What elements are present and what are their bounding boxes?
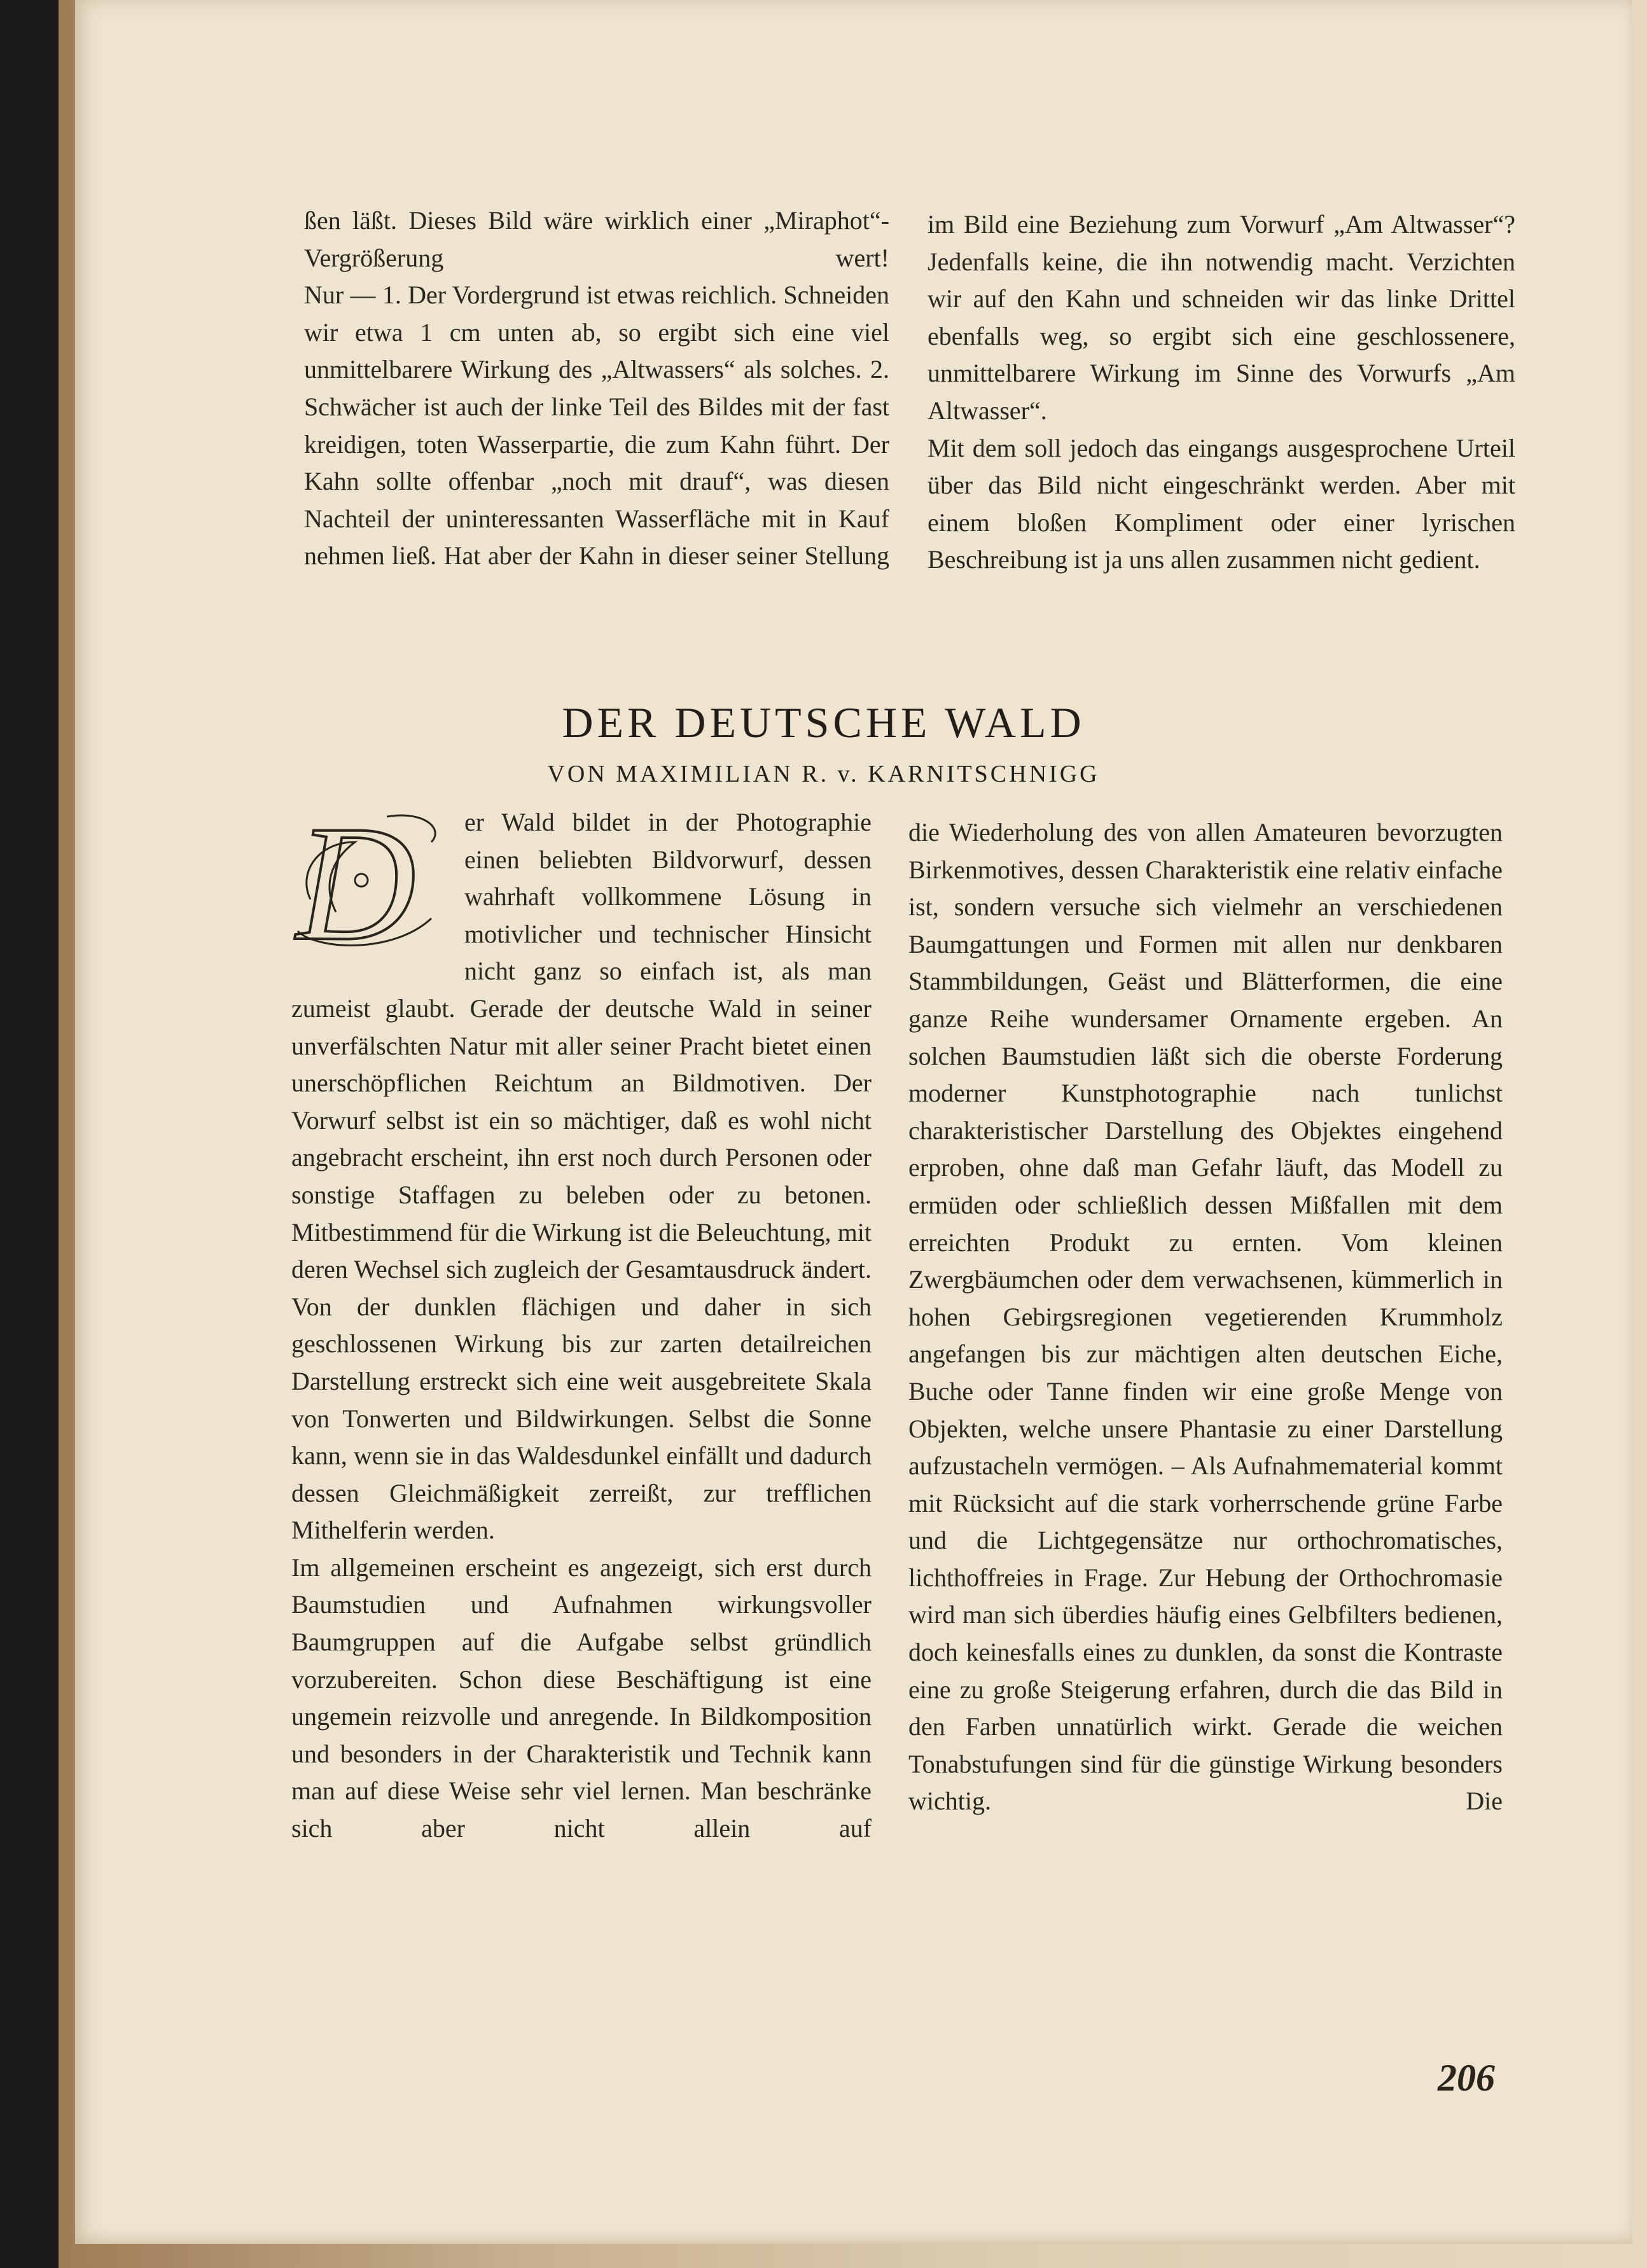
- article-byline: VON MAXIMILIAN R. v. KARNITSCHNIGG: [547, 761, 1100, 787]
- paragraph: Mit dem soll jedoch das eingangs ausgesprochene Urteil über das Bild nicht eingeschränkt werden. Aber mit einem bloßen Kompliment oder einer lyrischen Beschreibung ist ja uns allen zusammen nicht gedient.: [928, 433, 1515, 574]
- paragraph: im Bild eine Beziehung zum Vorwurf „Am Altwasser“? Jedenfalls keine, die ihn notwendig macht. Verzichten wir auf den Kahn und schneiden wir das linke Drittel ebenfalls weg, so ergibt sich eine geschlossenere, unmittelbarere Wirkung im Sinne des Vorwurfs „Am Altwasser“.: [928, 210, 1515, 425]
- article-right-column: [908, 814, 1503, 2023]
- top-left-column: [304, 202, 889, 660]
- top-right-column: [928, 206, 1515, 664]
- paragraph: ßen läßt. Dieses Bild wäre wirklich einer „Miraphot“-Vergrößerung wert!: [304, 206, 889, 272]
- paragraph: Nur — 1. Der Vordergrund ist etwas reichlich. Schneiden wir etwa 1 cm unten ab, so ergibt sich eine viel unmittelbarere Wirkung des „Altwassers“ als solches. 2. Schwächer ist auch der linke Teil des Bildes mit der fast kreidigen, toten Wasserpartie, die zum Kahn führt. Der Kahn sollte offenbar „noch mit drauf“, was diesen Nachteil der uninteressanten Wasserfläche mit in Kauf nehmen ließ. Hat aber der Kahn in dieser seiner Stellung: [304, 280, 889, 570]
- article-title: DER DEUTSCHE WALD: [562, 698, 1085, 747]
- dropcap-initial: [291, 804, 453, 954]
- paragraph: die Wiederholung des von allen Amateuren bevorzugten Birkenmotives, dessen Charakteristik eine relativ einfache ist, sondern versuche sich vielmehr an verschiedenen Baumgattungen und Formen mit allen nur denkbaren Stammbildungen, Geäst und Blätterformen, die eine ganze Reihe wundersamer Ornamente ergeben. An solchen Baumstudien läßt sich die oberste Forderung moderner Kunstphotographie nach tunlichst charakteristischer Darstellung des Objektes eingehend erproben, ohne daß man Gefahr läuft, das Modell zu ermüden oder schließlich dessen Mißfallen mit dem erreichten Produkt zu ernten. Vom kleinen Zwergbäumchen oder dem verwachsenen, kümmerlich in hohen Gebirgsregionen vegetierenden Krummholz angefangen bis zur mächtigen alten deutschen Eiche, Buche oder Tanne finden wir eine große Menge von Objekten, welche unsere Phantasie zu einer Darstellung aufzustacheln vermögen. – Als Aufnahmematerial kommt mit Rücksicht auf die stark vorherrschende grüne Farbe und die Lichtgegensätze nur orthochromatisches, lichthoffreies in Frage. Zur Hebung der Orthochromasie wird man sich überdies häufig eines Gelbfilters bedienen, doch keinesfalls eines zu dunklen, da sonst die Kontraste eine zu große Steigerung erfahren, durch die das Bild in den Farben unnatürlich wirkt. Gerade die weichen Tonabstufungen sind für die günstige Wirkung besonders wichtig. Die: [908, 818, 1503, 1816]
- dropcap-letter: D: [296, 804, 416, 954]
- paragraph: er Wald bildet in der Photographie einen beliebten Bildvorwurf, dessen wahrhaft vollkommene Lösung in motivlicher und technischer Hinsicht nicht ganz so einfach ist, als man zumeist glaubt. Gerade der deutsche Wald in seiner unverfälschten Natur mit aller seiner Pracht bietet einen unerschöpflichen Reichtum an Bildmotiven. Der Vorwurf selbst ist ein so mächtiger, daß es wohl nicht angebracht erscheint, ihn erst noch durch Personen oder sonstige Staffagen zu beleben oder zu betonen. Mitbestimmend für die Wirkung ist die Beleuchtung, mit deren Wechsel sich zugleich der Gesamtausdruck ändert. Von der dunklen flächigen und daher in sich geschlossenen Wirkung bis zur zarten detailreichen Darstellung erstreckt sich eine weit ausgebreitete Skala von Tonwerten und Bildwirkungen. Selbst die Sonne kann, wenn sie in das Waldesdunkel einfällt und dadurch dessen Gleichmäßigkeit zerreißt, zur trefflichen Mithelferin werden.: [291, 808, 872, 1545]
- dropcap-ornament-icon: [291, 804, 453, 954]
- article-left-column: [291, 804, 872, 2012]
- page-number: 206: [1438, 2057, 1495, 2099]
- paragraph: Im allgemeinen erscheint es angezeigt, sich erst durch Baumstudien und Aufnahmen wirkungsvoller Baumgruppen auf die Aufgabe selbst gründlich vorzubereiten. Schon diese Beschäftigung ist eine ungemein reizvolle und anregende. In Bildkomposition und besonders in der Charakteristik und Technik kann man auf diese Weise sehr viel lernen. Man beschränke sich aber nicht allein auf: [291, 1552, 872, 1843]
